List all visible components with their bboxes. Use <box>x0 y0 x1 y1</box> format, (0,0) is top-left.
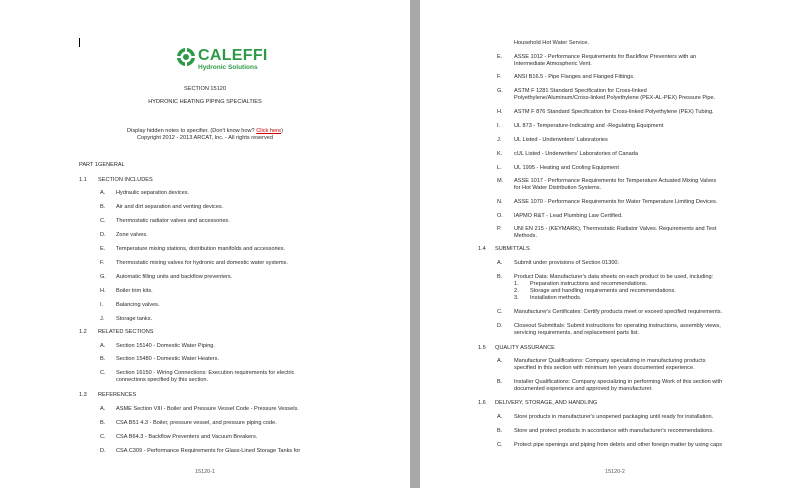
hidden-notes-line <box>0 128 410 135</box>
list-item-text: Automatic filling units and backflow preventers. <box>116 274 233 280</box>
list-item-text-cont: Methods. <box>514 233 538 239</box>
list-item-text: Submit under provisions of Section 01300. <box>514 260 620 266</box>
list-item-text: Air and dirt separation and venting devices. <box>116 204 224 210</box>
list-item-letter: E. <box>497 54 503 60</box>
list-item-letter: D. <box>100 232 106 238</box>
list-item-text: ASTM F 1281 Standard Specification for Cross-linked <box>514 88 647 94</box>
list-item-letter: I. <box>497 123 501 129</box>
part-title: GENERAL <box>98 162 125 168</box>
list-item-text: Installer Qualifications: Company specializing in performing Work of this section with <box>514 379 723 385</box>
list-item-text: Closeout Submittals: Submit instructions for operating instructions, assembly views, <box>514 323 721 329</box>
list-item-text: ASSE 1070 - Performance Requirements for Water Temperature Limiting Devices. <box>514 199 718 205</box>
list-item-text: ASME Section VIII - Boiler and Pressure Vessel Code - Pressure Vessels. <box>116 406 299 412</box>
sub-item-number: 3. <box>514 295 519 301</box>
list-item-letter: G. <box>100 274 106 280</box>
list-item-letter: C. <box>100 370 106 376</box>
list-item-text: Temperature mixing stations, distribution manifolds and accessories. <box>116 246 286 252</box>
text-cursor <box>79 38 80 47</box>
list-item-text: Thermostatic radiator valves and accessories. <box>116 218 230 224</box>
list-item-letter: G. <box>497 88 503 94</box>
section-1-2-title: RELATED SECTIONS <box>98 329 154 335</box>
list-item-text: ANSI B16.5 - Pipe Flanges and Flanged Fittings. <box>514 74 635 80</box>
section-1-6-title: DELIVERY, STORAGE, AND HANDLING <box>495 400 598 406</box>
section-1-2-number: 1.2 <box>79 329 87 335</box>
section-1-5-number: 1.5 <box>478 345 486 351</box>
list-item-letter: B. <box>100 420 106 426</box>
hidden-notes-text: Display hidden notes to specifier. (Don't know how? <box>127 128 257 134</box>
list-item-letter: N. <box>497 199 503 205</box>
list-item-letter: D. <box>100 448 106 454</box>
list-item-text: Section 16150 - Wiring Connections: Execution requirements for electric <box>116 370 295 376</box>
caleffi-logo <box>176 47 266 75</box>
list-item-letter: L. <box>497 165 502 171</box>
hidden-notes-close: ) <box>281 128 283 134</box>
logo-wordmark: CALEFFI <box>198 47 268 64</box>
list-item-text: Section 15140 - Domestic Water Piping. <box>116 343 215 349</box>
section-1-3-number: 1.3 <box>79 392 87 398</box>
section-1-1-title: SECTION INCLUDES <box>98 177 153 183</box>
section-1-4-number: 1.4 <box>478 246 486 252</box>
sub-item-number: 1. <box>514 281 519 287</box>
list-item-text: UL 873 - Temperature-Indicating and -Regulating Equipment <box>514 123 664 129</box>
list-item-text-cont: Polyethylene/Aluminum/Cross-linked Polyethylene (PEX-AL-PEX) Pressure Pipe. <box>514 95 716 101</box>
list-item-text: Manufacturer's Certificates: Certify products meet or exceed specified requirements. <box>514 309 723 315</box>
list-item-text: Thermostatic mixing valves for hydronic and domestic water systems. <box>116 260 288 266</box>
list-item-letter: F. <box>497 74 502 80</box>
list-item-letter: B. <box>497 428 503 434</box>
click-here-link[interactable]: Click here <box>256 128 282 134</box>
list-item-letter: F. <box>100 260 105 266</box>
list-item-letter: P. <box>497 226 502 232</box>
list-item-text: Store and protect products in accordance with manufacturer's recommendations. <box>514 428 714 434</box>
list-item-text: ASSE 1012 - Performance Requirements for Backflow Preventers with an <box>514 54 697 60</box>
list-item-text: Protect pipe openings and piping from debris and other foreign matter by using caps <box>514 442 723 448</box>
list-item-letter: C. <box>497 309 503 315</box>
sub-item-text: Storage and handling requirements and recommendations. <box>530 288 676 294</box>
list-item-text: Boiler trim kits. <box>116 288 153 294</box>
list-item-text-cont: documented experience and approved by manufacturer. <box>514 386 653 392</box>
section-1-5-title: QUALITY ASSURANCE <box>495 345 555 351</box>
list-item-letter: A. <box>497 358 503 364</box>
list-item-text-cont: specified in this section with minimum ten years documented experience. <box>514 365 695 371</box>
list-item-letter: M. <box>497 178 504 184</box>
section-1-3-title: REFERENCES <box>98 392 137 398</box>
list-item-letter: A. <box>100 343 106 349</box>
list-item-letter: C. <box>100 218 106 224</box>
list-item-letter: O. <box>497 213 503 219</box>
list-item-text: ASSE 1017 - Performance Requirements for Temperature Actuated Mixing Valves <box>514 178 717 184</box>
section-name: HYDRONIC HEATING PIPING SPECIALTIES <box>148 99 262 105</box>
list-item-letter: J. <box>497 137 502 143</box>
sub-item-number: 2. <box>514 288 519 294</box>
caleffi-logo-icon <box>176 47 196 67</box>
list-item-text: Zone valves. <box>116 232 148 238</box>
list-item-letter: H. <box>100 288 106 294</box>
list-item-text: UL 1995 - Heating and Cooling Equipment <box>514 165 619 171</box>
page-2-footer: 15120-2 <box>605 469 625 475</box>
list-item-letter: B. <box>100 356 106 362</box>
list-item-text: Balancing valves. <box>116 302 160 308</box>
list-item-text: CSA B51 4.3 - Boiler, pressure vessel, and pressure piping code. <box>116 420 277 426</box>
list-item-text-cont: Intermediate Atmospheric Vent. <box>514 61 592 67</box>
list-item-text: CSA C309 - Performance Requirements for Glass-Lined Storage Tanks for <box>116 448 301 454</box>
list-item-letter: A. <box>100 406 106 412</box>
section-1-4-title: SUBMITTALS <box>495 246 530 252</box>
document-page-2 <box>420 0 810 488</box>
list-item-letter: B. <box>100 204 106 210</box>
list-item-text: CSA B64.3 - Backflow Preventers and Vacuum Breakers. <box>116 434 258 440</box>
list-item-text: Section 15480 - Domestic Water Heaters. <box>116 356 220 362</box>
list-item-text: Manufacturer Qualifications: Company specializing in manufacturing products <box>514 358 706 364</box>
list-item-letter: K. <box>497 151 503 157</box>
list-item-letter: D. <box>497 323 503 329</box>
list-item-letter: E. <box>100 246 106 252</box>
list-item-letter: C. <box>497 442 503 448</box>
list-item-text: Hydraulic separation devices. <box>116 190 190 196</box>
section-number: SECTION 15120 <box>184 86 226 92</box>
section-1-1-number: 1.1 <box>79 177 87 183</box>
list-item-text-cont: for Hot Water Distribution Systems. <box>514 185 602 191</box>
list-item-letter: B. <box>497 274 503 280</box>
list-item-letter: C. <box>100 434 106 440</box>
list-item-letter: J. <box>100 316 105 322</box>
list-item-letter: H. <box>497 109 503 115</box>
page-1-footer: 15120-1 <box>195 469 215 475</box>
list-item-letter: A. <box>497 260 503 266</box>
list-item-letter: B. <box>497 379 503 385</box>
part-label: PART 1 <box>79 162 98 168</box>
list-item-text: cUL Listed - Underwriters' Laboratories of Canada <box>514 151 638 157</box>
list-item-text: UNI EN 215 - (KEYMARK), Thermostatic Radiator Valves. Requirements and Test <box>514 226 717 232</box>
list-item-text: Store products in manufacturer's unopened packaging until ready for installation. <box>514 414 714 420</box>
list-item-text-cont: Household Hot Water Service. <box>514 40 590 46</box>
sub-item-text: Preparation instructions and recommendations. <box>530 281 648 287</box>
list-item-letter: I. <box>100 302 104 308</box>
list-item-text: IAPMO R&T - Lead Plumbing Law Certified. <box>514 213 623 219</box>
list-item-letter: A. <box>100 190 106 196</box>
list-item-text: ASTM F 876 Standard Specification for Cross-linked Polyethylene (PEX) Tubing. <box>514 109 714 115</box>
logo-tagline: Hydronic Solutions <box>198 64 258 71</box>
list-item-text-cont: servicing requirements, and replacement parts list. <box>514 330 639 336</box>
copyright-notice: Copyright 2012 - 2013 ARCAT, Inc. - All rights reserved <box>136 135 274 141</box>
list-item-letter: A. <box>497 414 503 420</box>
sub-item-text: Installation methods. <box>530 295 582 301</box>
list-item-text-cont: connections specified by this section. <box>116 377 209 383</box>
list-item-text: Storage tanks. <box>116 316 153 322</box>
list-item-text: UL Listed - Underwriters' Laboratories <box>514 137 608 143</box>
list-item-text: Product Data: Manufacturer's data sheets on each product to be used, including: <box>514 274 714 280</box>
section-1-6-number: 1.6 <box>478 400 486 406</box>
